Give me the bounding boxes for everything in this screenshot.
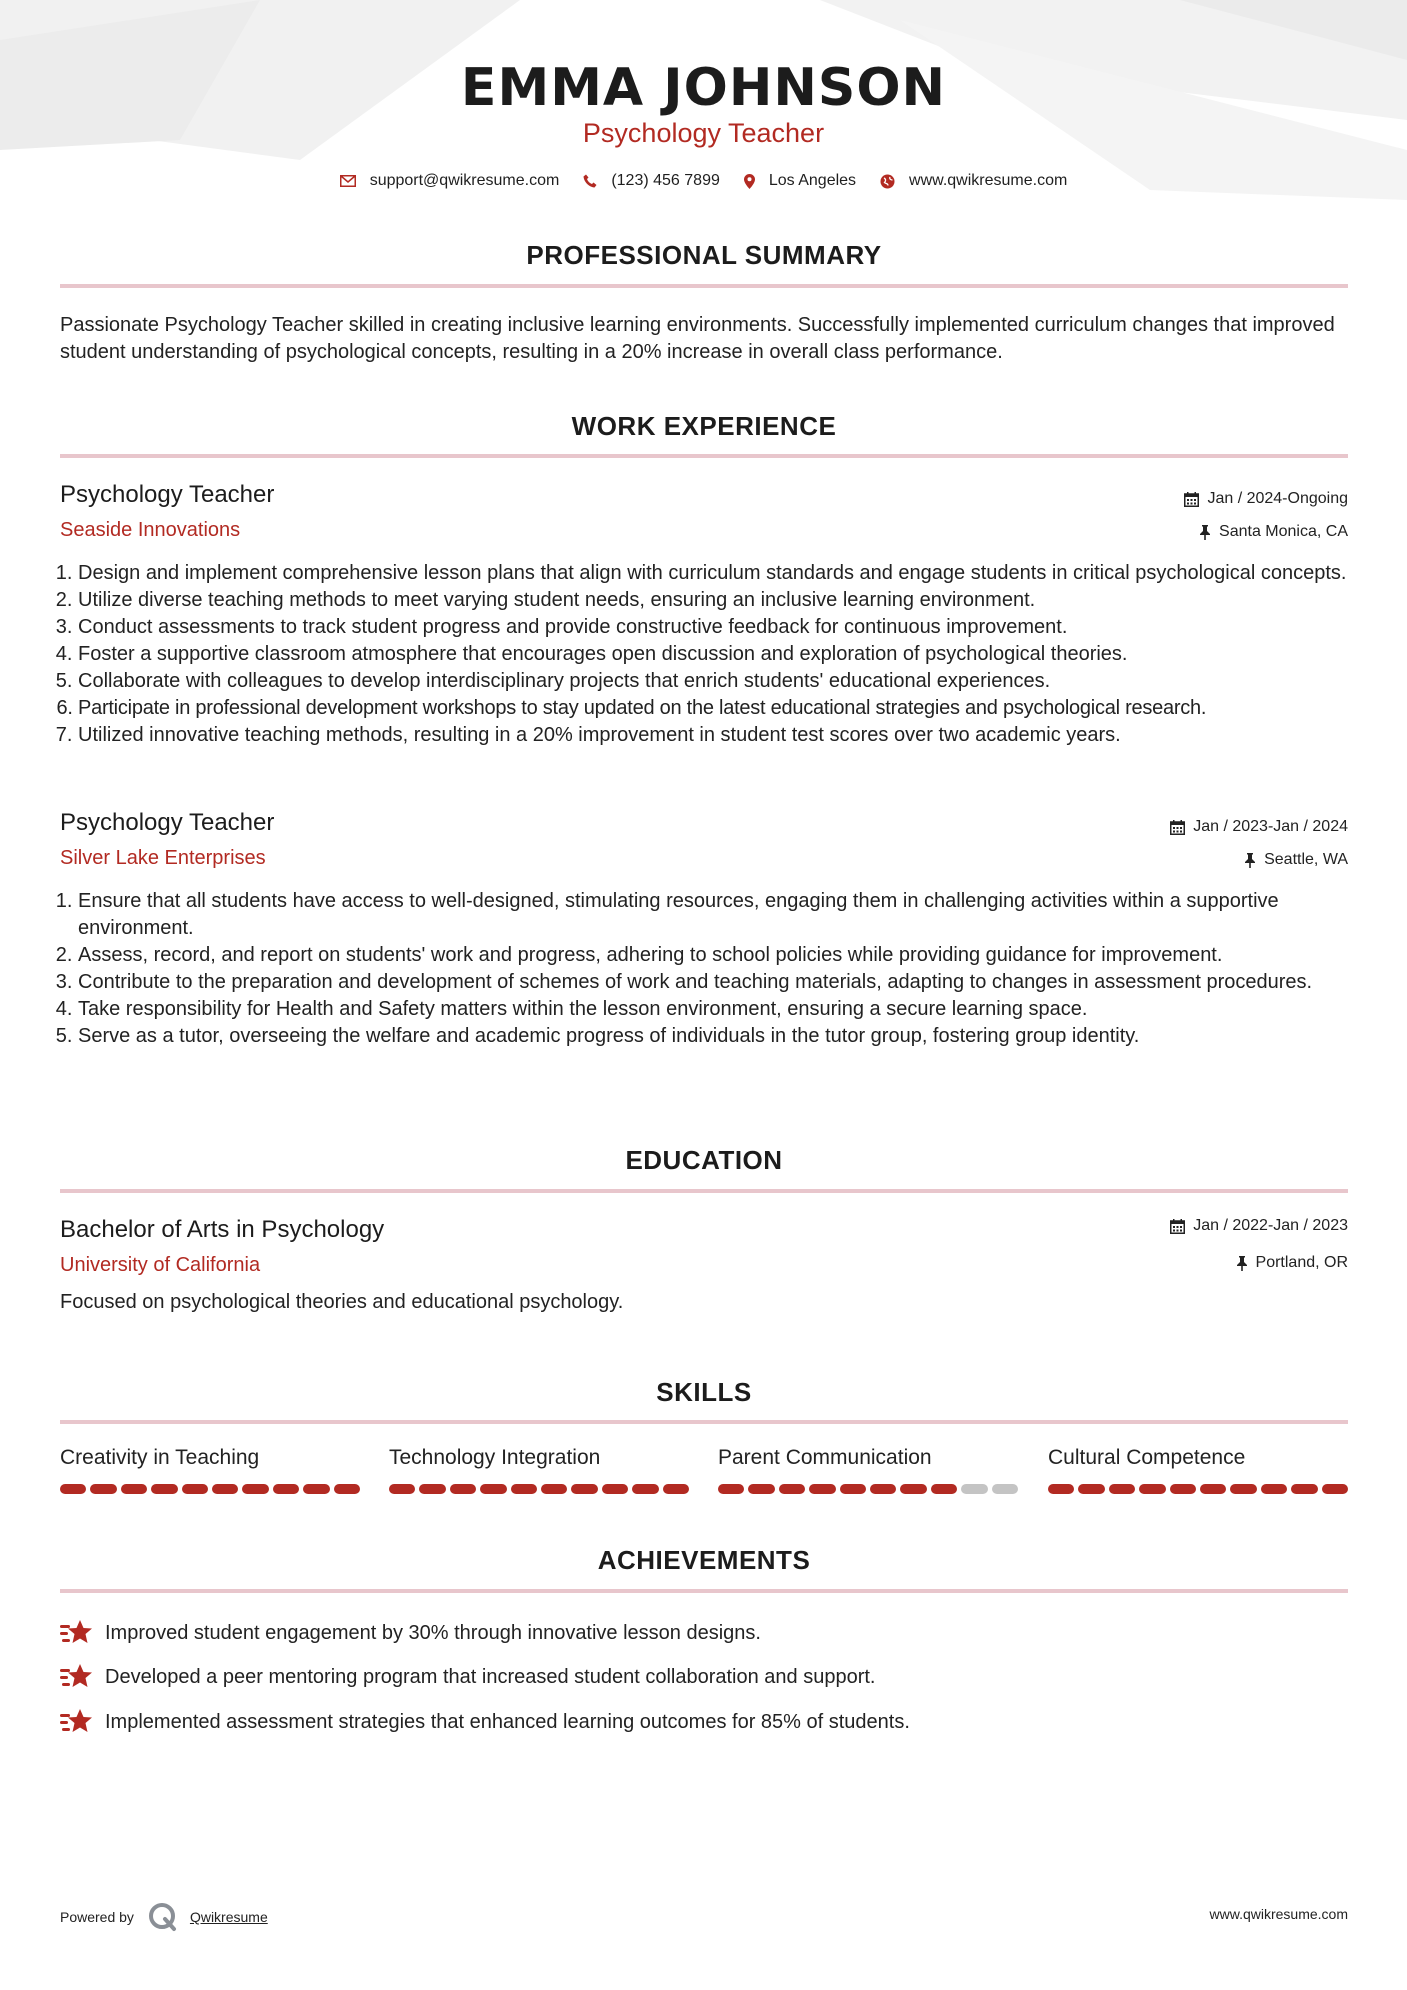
list-item: 2. Utilize diverse teaching methods to meet varying student needs, ensuring an inclusive learning environment. bbox=[78, 587, 1352, 614]
achievement-text: Implemented assessment strategies that enhanced learning outcomes for 85% of students. bbox=[105, 1710, 910, 1733]
skill-segment-filled bbox=[602, 1484, 628, 1494]
list-item: 3. Conduct assessments to track student progress and provide constructive feedback for continuous improvement. bbox=[78, 614, 1352, 641]
skill-segment-filled bbox=[90, 1484, 116, 1494]
job-2-bullets bbox=[60, 888, 1352, 1050]
skill-item bbox=[60, 1446, 360, 1470]
list-item: 2. Assess, record, and report on students' work and progress, adhering to school policies while providing guidance for improvement. bbox=[78, 942, 1352, 969]
skill-segment-filled bbox=[809, 1484, 835, 1494]
footer-website[interactable]: www.qwikresume.com bbox=[1209, 1906, 1348, 1922]
skill-segment-filled bbox=[870, 1484, 896, 1494]
education-divider bbox=[60, 1189, 1348, 1193]
list-item: 5. Serve as a tutor, overseeing the welfare and academic progress of individuals in the tutor group, fostering group identity. bbox=[78, 1023, 1352, 1050]
skill-segment-filled bbox=[571, 1484, 597, 1494]
education-location-text: Portland, OR bbox=[1255, 1254, 1348, 1271]
achievement-item bbox=[60, 1708, 910, 1736]
map-pin-icon bbox=[744, 174, 755, 189]
achievement-item bbox=[60, 1619, 761, 1647]
job-1-title: Psychology Teacher bbox=[60, 481, 275, 508]
skill-item bbox=[1048, 1446, 1348, 1470]
phone-icon bbox=[583, 174, 597, 188]
contact-location-text: Los Angeles bbox=[768, 172, 857, 189]
skill-segment-filled bbox=[389, 1484, 415, 1494]
achievements-heading: ACHIEVEMENTS bbox=[597, 1545, 811, 1575]
star-achievement-icon bbox=[60, 1708, 93, 1736]
skill-segment-filled bbox=[242, 1484, 268, 1494]
job-1-dates-text: Jan / 2024-Ongoing bbox=[1207, 490, 1348, 507]
skills-heading: SKILLS bbox=[656, 1377, 752, 1407]
skill-segment-filled bbox=[212, 1484, 238, 1494]
education-dates bbox=[1170, 1217, 1348, 1235]
skill-segment-filled bbox=[419, 1484, 445, 1494]
powered-by-label: Powered by bbox=[60, 1909, 134, 1925]
job-2-dates-text: Jan / 2023-Jan / 2024 bbox=[1193, 818, 1348, 835]
education-degree: Bachelor of Arts in Psychology bbox=[60, 1216, 385, 1243]
contact-phone[interactable] bbox=[583, 172, 720, 190]
education-dates-text: Jan / 2022-Jan / 2023 bbox=[1193, 1217, 1348, 1234]
skill-segment-filled bbox=[1322, 1484, 1348, 1494]
skill-segment-filled bbox=[303, 1484, 329, 1494]
pushpin-icon bbox=[1244, 853, 1256, 868]
skill-label: Creativity in Teaching bbox=[60, 1446, 260, 1469]
footer-powered-by bbox=[60, 1902, 268, 1932]
skill-segment-empty bbox=[961, 1484, 987, 1494]
pushpin-icon bbox=[1199, 525, 1211, 540]
skill-segment-filled bbox=[1048, 1484, 1074, 1494]
education-heading: EDUCATION bbox=[625, 1145, 783, 1175]
skill-segment-filled bbox=[1291, 1484, 1317, 1494]
summary-text: Passionate Psychology Teacher skilled in creating inclusive learning environments. Successfully implemented curriculum changes that improved student understanding of psychological concepts, resulting in a 20% increase in overall class performance. bbox=[60, 314, 1335, 363]
skill-segment-filled bbox=[1078, 1484, 1104, 1494]
education-description: Focused on psychological theories and educational psychology. bbox=[60, 1291, 624, 1313]
job-1-location bbox=[1199, 523, 1348, 541]
envelope-icon bbox=[340, 175, 356, 187]
list-item: 1. Ensure that all students have access to well-designed, stimulating resources, engaging them in challenging activities within a supportive environment. bbox=[78, 888, 1352, 942]
skill-item bbox=[718, 1446, 1018, 1470]
calendar-icon bbox=[1170, 820, 1185, 835]
list-item: 6. Participate in professional development workshops to stay updated on the latest educational strategies and psychological research. bbox=[78, 695, 1352, 722]
skill-segment-filled bbox=[334, 1484, 360, 1494]
contact-location bbox=[744, 172, 856, 190]
achievement-text: Developed a peer mentoring program that increased student collaboration and support. bbox=[105, 1665, 876, 1688]
list-item: 4. Foster a supportive classroom atmosphere that encourages open discussion and exploration of psychological theories. bbox=[78, 641, 1352, 668]
skill-segment-filled bbox=[541, 1484, 567, 1494]
skill-segment-filled bbox=[931, 1484, 957, 1494]
skill-segment-filled bbox=[121, 1484, 147, 1494]
skill-segment-filled bbox=[480, 1484, 506, 1494]
experience-heading: WORK EXPERIENCE bbox=[571, 411, 837, 441]
list-item: 4. Take responsibility for Health and Safety matters within the lesson environment, ensuring a secure learning space. bbox=[78, 996, 1352, 1023]
summary-divider bbox=[60, 284, 1348, 288]
pushpin-icon bbox=[1236, 1256, 1248, 1271]
skill-segment-filled bbox=[1170, 1484, 1196, 1494]
list-item: 7. Utilized innovative teaching methods, resulting in a 20% improvement in student test scores over two academic years. bbox=[78, 722, 1352, 749]
skill-label: Technology Integration bbox=[389, 1446, 601, 1469]
skill-segment-filled bbox=[1139, 1484, 1165, 1494]
skill-segment-filled bbox=[511, 1484, 537, 1494]
skill-level-bar bbox=[718, 1484, 1018, 1494]
achievement-text: Improved student engagement by 30% through innovative lesson designs. bbox=[105, 1621, 761, 1644]
star-achievement-icon bbox=[60, 1619, 93, 1647]
skill-segment-filled bbox=[60, 1484, 86, 1494]
education-school: University of California bbox=[60, 1254, 261, 1276]
skill-level-bar bbox=[60, 1484, 360, 1494]
job-2-company: Silver Lake Enterprises bbox=[60, 847, 266, 869]
skill-segment-filled bbox=[1261, 1484, 1287, 1494]
skill-segment-filled bbox=[748, 1484, 774, 1494]
skill-label: Parent Communication bbox=[718, 1446, 932, 1469]
contact-email-text: support@qwikresume.com bbox=[369, 172, 560, 189]
candidate-name: EMMA JOHNSON bbox=[460, 58, 947, 118]
job-1-bullets bbox=[60, 560, 1352, 749]
education-location bbox=[1236, 1254, 1348, 1272]
contact-email[interactable] bbox=[340, 172, 560, 190]
achievements-divider bbox=[60, 1589, 1348, 1593]
skill-level-bar bbox=[389, 1484, 689, 1494]
job-2-location-text: Seattle, WA bbox=[1264, 851, 1348, 868]
list-item: 5. Collaborate with colleagues to develop interdisciplinary projects that enrich students' educational experiences. bbox=[78, 668, 1352, 695]
star-achievement-icon bbox=[60, 1663, 93, 1691]
skills-list bbox=[60, 1446, 1348, 1496]
calendar-icon bbox=[1170, 1219, 1185, 1234]
qwikresume-link[interactable]: Qwikresume bbox=[189, 1909, 268, 1925]
list-item: 3. Contribute to the preparation and development of schemes of work and teaching materials, adapting to changes in assessment procedures. bbox=[78, 969, 1352, 996]
experience-divider bbox=[60, 454, 1348, 458]
job-1-company: Seaside Innovations bbox=[60, 519, 241, 541]
qwikresume-logo-icon bbox=[148, 1902, 178, 1932]
skill-segment-filled bbox=[450, 1484, 476, 1494]
skill-segment-filled bbox=[900, 1484, 926, 1494]
skill-segment-filled bbox=[1230, 1484, 1256, 1494]
contact-website-text: www.qwikresume.com bbox=[909, 172, 1068, 189]
skill-segment-filled bbox=[718, 1484, 744, 1494]
candidate-role: Psychology Teacher bbox=[582, 118, 825, 148]
job-1-dates bbox=[1184, 490, 1348, 508]
skills-divider bbox=[60, 1420, 1348, 1424]
job-2-location bbox=[1244, 851, 1348, 869]
globe-icon bbox=[880, 174, 895, 189]
job-2-dates bbox=[1170, 818, 1348, 836]
skill-segment-empty bbox=[992, 1484, 1018, 1494]
skill-segment-filled bbox=[1109, 1484, 1135, 1494]
skill-segment-filled bbox=[779, 1484, 805, 1494]
achievement-item bbox=[60, 1663, 875, 1691]
skill-segment-filled bbox=[663, 1484, 689, 1494]
summary-heading: PROFESSIONAL SUMMARY bbox=[526, 240, 882, 270]
skill-segment-filled bbox=[273, 1484, 299, 1494]
list-item: 1. Design and implement comprehensive lesson plans that align with curriculum standards and engage students in critical psychological concepts. bbox=[78, 560, 1352, 587]
skill-segment-filled bbox=[182, 1484, 208, 1494]
contact-bar bbox=[0, 172, 1407, 190]
skill-segment-filled bbox=[1200, 1484, 1226, 1494]
skill-segment-filled bbox=[840, 1484, 866, 1494]
skill-level-bar bbox=[1048, 1484, 1348, 1494]
skill-segment-filled bbox=[151, 1484, 177, 1494]
skill-item bbox=[389, 1446, 689, 1470]
calendar-icon bbox=[1184, 492, 1199, 507]
skill-segment-filled bbox=[632, 1484, 658, 1494]
contact-website[interactable] bbox=[880, 172, 1067, 190]
job-2-title: Psychology Teacher bbox=[60, 809, 275, 836]
contact-phone-text: (123) 456 7899 bbox=[611, 172, 720, 189]
skill-label: Cultural Competence bbox=[1048, 1446, 1246, 1469]
job-1-location-text: Santa Monica, CA bbox=[1219, 523, 1348, 540]
